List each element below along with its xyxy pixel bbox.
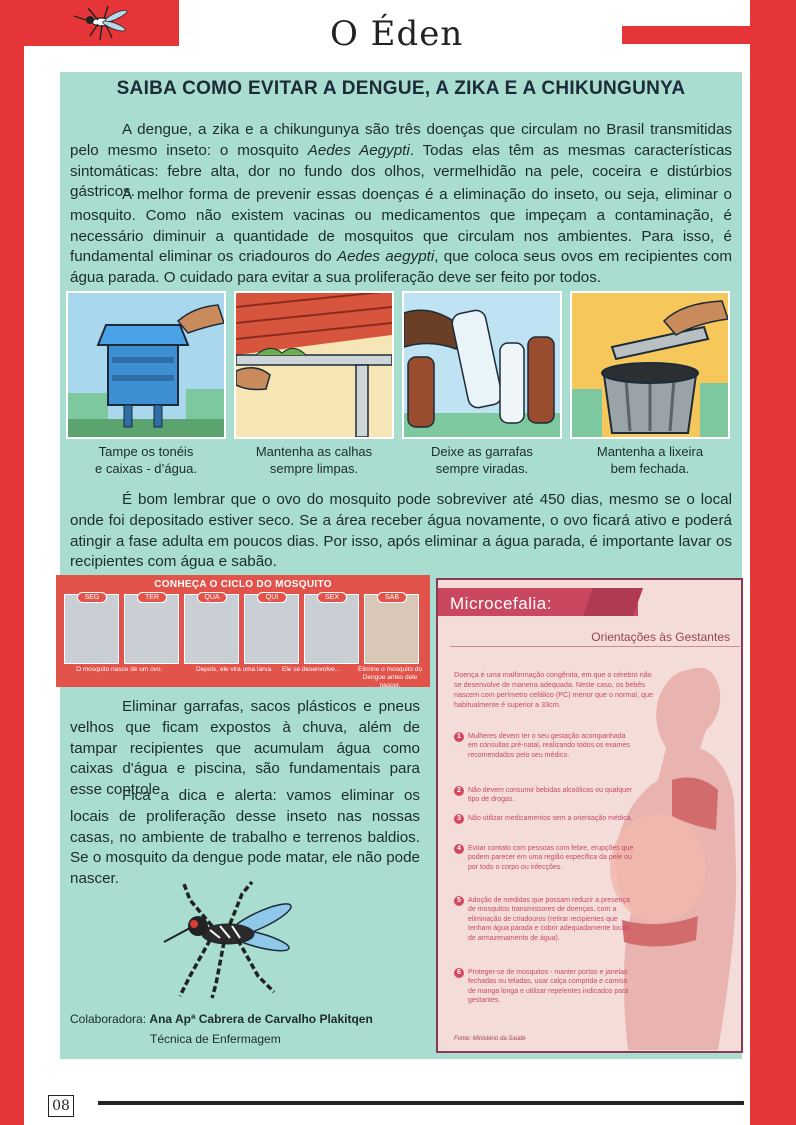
right-red-border [750,0,796,1125]
micro-subtitle: Orientações às Gestantes [591,630,730,644]
cycle-caption: Depois, ele vira uma larva. [196,666,273,673]
tip-image-water-tank [66,291,226,439]
tip-image-gutter [234,291,394,439]
paragraph-1: A dengue, a zika e a chikungunya são três doenças que circulam no Brasil transmitidas pelo mesmo inseto: o mosquito Aedes Aegypti. Todas elas têm as mesmas características sintomáticas: febre alta, dor no fundo dos olhos, vermelhidão na pele, coceira e distúrbios gástricos. [70,121,733,201]
tip-image-bottles [402,291,562,439]
day-label: TER [137,592,167,603]
day-label: QUA [197,592,227,603]
micro-item: 1 Mulheres devem ter o seu gestação acompanhada em consultas pré-natal, realizando todos os exames recomendados pelo seu médico. [454,732,634,760]
paragraph-2: A melhor forma de prevenir essas doenças é a eliminação do inseto, ou seja, eliminar o mosquito. Como não existem vacinas ou medicamentos que impeçam a contaminação, é necessário diminuir a quantidade de mosquitos que circulam nos ambientes. Para isso, é fundamental eliminar os criadouros do Aedes aegypti, que coloca seus ovos em recipientes com água parada. O cuidado para evitar a sua proliferação deve ser feito por todos. [70,186,732,287]
cycle-day [364,594,419,664]
paragraph-4: Eliminar garrafas, sacos plásticos e pneus velhos que ficam expostos à chuva, além de tampar recipientes que acumulam água como caixas d'água e piscina, são fundamentais para esse controle. [70,698,420,799]
micro-item: 2 Não devem consumir bebidas alcoólicas ou qualquer tipo de drogas. [454,786,634,805]
tip-caption: Mantenha a lixeira bem fechada. [596,444,704,476]
microcefalia-card [436,578,743,1053]
credit-role: Técnica de Enfermagem [150,1032,281,1046]
micro-item: 4 Evitar contato com pessoas com febre, erupções que podem parecer em uma região específica da pele ou por todo o corpo ou infecções. [454,844,634,872]
cycle-caption: Elimine o mosquito do Dengue antes dele nascer. [358,666,422,689]
paragraph-5: Fica a dica e alerta: vamos eliminar os locais de proliferação desse inseto nas nossas casas, no ambiente de trabalho e terrenos baldios. Se o mosquito da dengue pode matar, ele não pode nascer. [70,787,420,888]
cycle-caption: Ele se desenvolve... [282,666,341,673]
title-band-accent [583,588,643,616]
left-red-border [0,0,24,1125]
micro-source: Fonte: Ministério da Saúde [454,1036,526,1042]
day-label: SAB [377,592,407,603]
cycle-caption: O mosquito nasce de um ovo. [76,666,163,673]
day-label: SEG [77,592,107,603]
tip-caption: Mantenha as calhas sempre limpas. [255,444,373,476]
day-label: SEX [317,592,347,603]
cycle-day [244,594,299,664]
cycle-day [64,594,119,664]
aedes-mosquito-illustration [150,880,300,1000]
tip-caption: Deixe as garrafas sempre viradas. [431,444,533,476]
tip-image-trash-can [570,291,730,439]
article-title: SAIBA COMO EVITAR A DENGUE, A ZIKA E A CHIKUNGUNYA [116,78,686,99]
micro-intro: Doença é uma malformação congênita, em que o cérebro não se desenvolve de maneira adequada. Neste caso, os bebês nascem com perímetro cefálico (PC) menor que o normal, que habitualmente é superior a 33cm. [454,670,653,709]
cycle-day [304,594,359,664]
credit-line: Colaboradora: Ana Apª Cabrera de Carvalho Plakitqen [70,1012,373,1026]
tip-caption: Tampe os tonéis e caixas - d’água. [95,444,197,476]
cycle-day [124,594,179,664]
cycle-day [184,594,239,664]
micro-item: 6 Proteger-se de mosquitos - manter portas e janelas fechadas ou teladas, usar calça comprida e camisa de manga longa e utilizar repelentes indicados para gestantes. [454,968,634,1006]
mosquito-icon [72,2,138,42]
micro-title: Microcefalia: [450,594,552,613]
micro-item: 3 Não utilizar medicamentos sem a orientação médica. [454,814,634,823]
page-number: 08 [48,1095,74,1117]
header-red-bar [622,26,796,44]
day-label: QUI [257,592,287,603]
paragraph-3: É bom lembrar que o ovo do mosquito pode sobreviver até 450 dias, mesmo se o local onde foi depositado estiver seco. Se a área receber água novamente, o ovo ficará ativo e poderá atingir a fase adulta em poucos dias. Por isso, após eliminar a água parada, é importante lavar os recipientes com água e sabão. [70,491,732,571]
brand-title: O Éden [330,14,464,54]
micro-item: 5 Adoção de medidas que possam reduzir a presença de mosquitos transmissores de doenças, com a eliminação de criadouros (retirar recipientes que tenham água parada e cobrir adequadamente locais de armazenamento de água). [454,896,634,943]
cycle-title: CONHEÇA O CICLO DO MOSQUITO [154,579,332,590]
footer-rule [98,1101,744,1105]
mosquito-cycle-banner [56,575,430,687]
